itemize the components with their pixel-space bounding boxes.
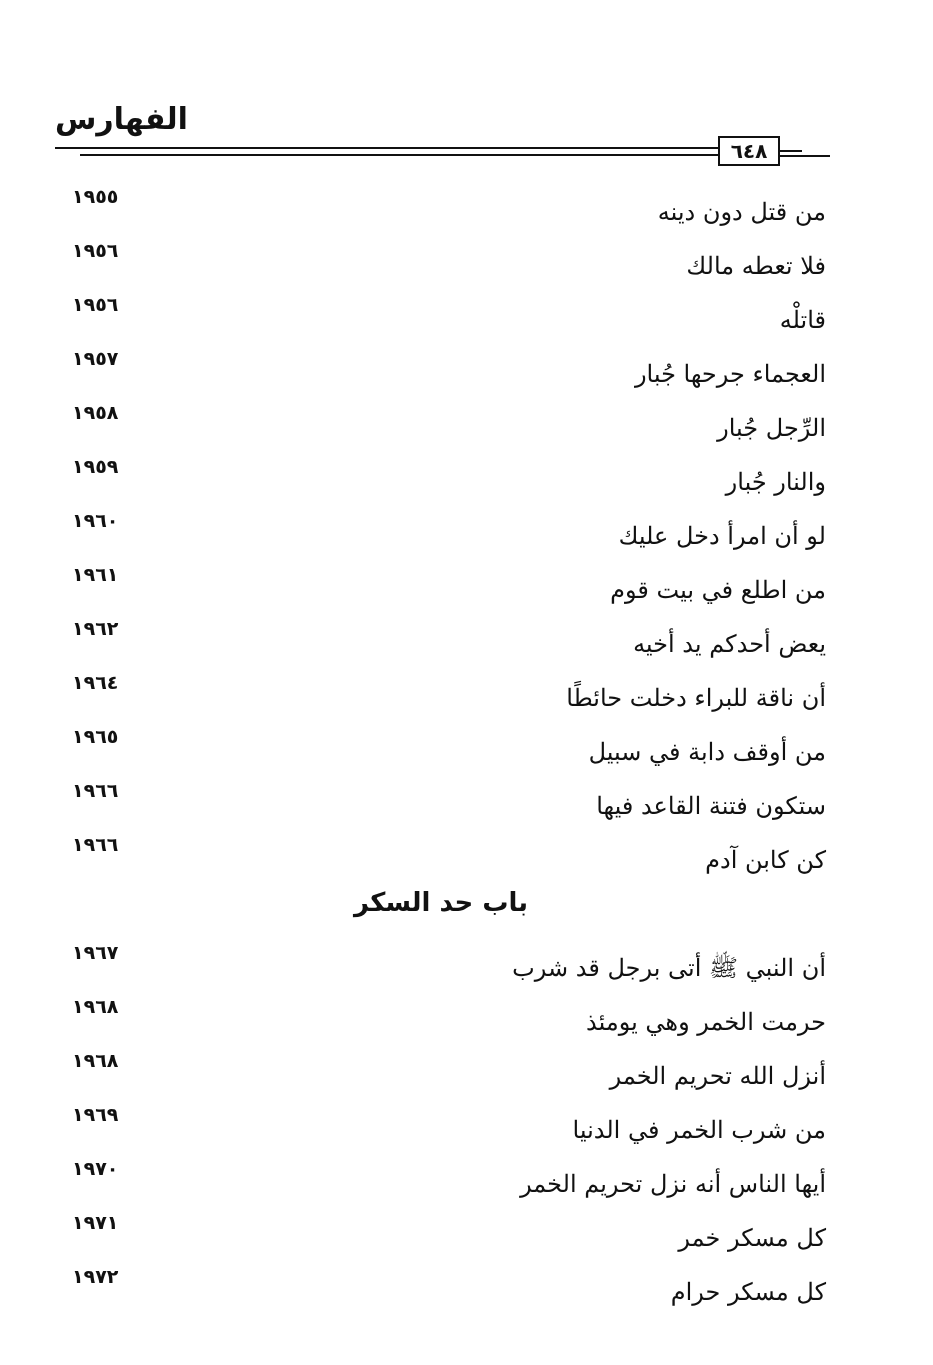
index-entry [0,456,933,502]
entry-text: فلا تعطه مالك [686,252,826,280]
entry-number: ١٩٥٧ [72,348,119,370]
entry-text: من شرب الخمر في الدنيا [572,1116,826,1144]
entry-text: كل مسكر خمر [678,1224,826,1252]
index-entry [0,510,933,556]
index-entry [0,780,933,826]
entry-text: أن ناقة للبراء دخلت حائطًا [566,684,826,712]
entry-text: قاتلْه [779,306,826,334]
entry-number: ١٩٦٨ [72,996,119,1018]
entry-text: أنزل الله تحريم الخمر [609,1062,826,1090]
entry-text: من قتل دون دينه [657,198,826,226]
entry-number: ١٩٦٢ [72,618,119,640]
entry-text: حرمت الخمر وهي يومئذ [586,1008,826,1036]
index-entry [0,1158,933,1204]
entry-number: ١٩٦٦ [72,834,119,856]
entry-number: ١٩٦٧ [72,942,119,964]
entry-number: ١٩٥٦ [72,240,119,262]
entry-number: ١٩٥٦ [72,294,119,316]
entry-text: يعض أحدكم يد أخيه [633,630,826,658]
page-number-box [718,136,780,166]
index-entry [0,186,933,232]
entry-text: الرِّجل جُبار [717,414,826,442]
index-entry [0,564,933,610]
header-rule-top [55,147,720,149]
entry-number: ١٩٦٥ [72,726,119,748]
entry-text: من اطلع في بيت قوم [610,576,826,604]
entry-text: من أوقف دابة في سبيل [588,738,826,766]
index-entry [0,726,933,772]
entry-text: كل مسكر حرام [670,1278,826,1306]
index-entry [0,1266,933,1312]
entry-number: ١٩٥٨ [72,402,119,424]
entry-text: كن كابن آدم [705,846,826,874]
header-rule-bottom [80,154,720,156]
entry-number: ١٩٥٥ [72,186,119,208]
index-entry [0,1212,933,1258]
entry-number: ١٩٦٩ [72,1104,119,1126]
header-rule-right-top [780,150,802,152]
entry-text: ستكون فتنة القاعد فيها [596,792,826,820]
index-entry [0,672,933,718]
index-entry [0,618,933,664]
entry-number: ١٩٧٢ [72,1266,119,1288]
index-entry [0,1104,933,1150]
entry-text: أيها الناس أنه نزل تحريم الخمر [520,1170,826,1198]
entry-number: ١٩٧١ [72,1212,119,1234]
header-title: الفهارس [55,102,188,137]
entry-text: أن النبي ﷺ أتى برجل قد شرب [512,954,826,982]
entry-text: والنار جُبار [725,468,826,496]
header-rule-right-bottom [780,155,830,157]
section-heading: باب حد السكر [354,888,528,918]
entry-text: العجماء جرحها جُبار [634,360,826,388]
index-entry [0,942,933,988]
index-entry [0,834,933,880]
index-entry [0,294,933,340]
entry-number: ١٩٥٩ [72,456,119,478]
index-entry [0,402,933,448]
entry-number: ١٩٦٤ [72,672,119,694]
entry-number: ١٩٦١ [72,564,119,586]
index-entry [0,348,933,394]
entry-number: ١٩٦٠ [72,510,119,532]
entry-number: ١٩٧٠ [72,1158,119,1180]
entry-number: ١٩٦٨ [72,1050,119,1072]
entry-text: لو أن امرأ دخل عليك [618,522,826,550]
index-entry [0,1050,933,1096]
index-entry [0,240,933,286]
entry-number: ١٩٦٦ [72,780,119,802]
page-number: ٦٤٨ [730,139,768,163]
index-entry [0,996,933,1042]
